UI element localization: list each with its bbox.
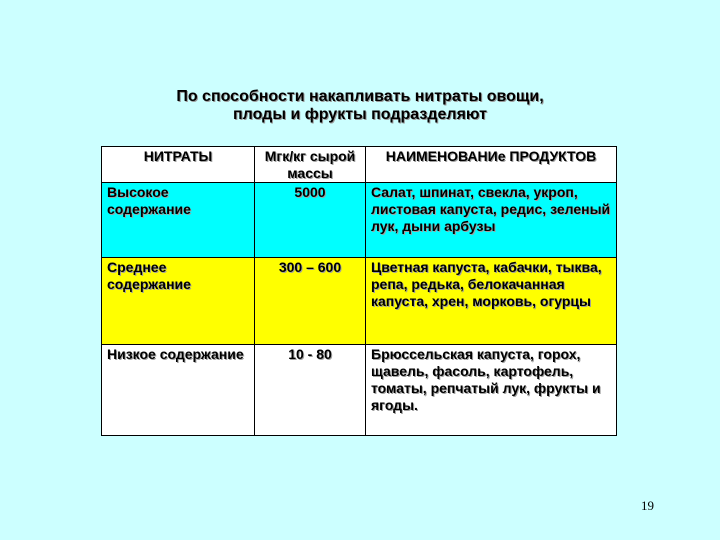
header-products: НАИМЕНОВАНИе ПРОДУКТОВ	[366, 147, 617, 183]
table-row	[102, 345, 617, 436]
value-cell: 5000	[255, 183, 366, 258]
products-cell: Цветная капуста, кабачки, тыква, репа, редька, белокачанная капуста, хрен, морковь, огурцы	[366, 258, 617, 345]
header-concentration-label: Мгк/кг сырой массы	[264, 148, 356, 181]
nitrates-table	[101, 146, 617, 436]
value-cell: 300 – 600	[255, 258, 366, 345]
value-cell: 10 - 80	[255, 345, 366, 436]
header-concentration	[255, 147, 366, 183]
level-cell: Низкое содержание	[102, 345, 255, 436]
level-cell: Высокое содержание	[102, 183, 255, 258]
level-cell: Среднее содержание	[102, 258, 255, 345]
table-row	[102, 183, 617, 258]
products-cell: Брюссельская капуста, горох, щавель, фасоль, картофель, томаты, репчатый лук, фрукты и ягоды.	[366, 345, 617, 436]
products-cell: Салат, шпинат, свекла, укроп, листовая капуста, редис, зеленый лук, дыни арбузы	[366, 183, 617, 258]
slide-title-line-1: По способности накапливать нитраты овощи,	[176, 88, 544, 105]
table-row	[102, 258, 617, 345]
header-nitrates: НИТРАТЫ	[102, 147, 255, 183]
page-number: 19	[641, 498, 654, 513]
slide-title	[90, 88, 630, 124]
table-header-row	[102, 147, 617, 183]
slide-title-line-2: плоды и фрукты подразделяют	[233, 106, 487, 123]
